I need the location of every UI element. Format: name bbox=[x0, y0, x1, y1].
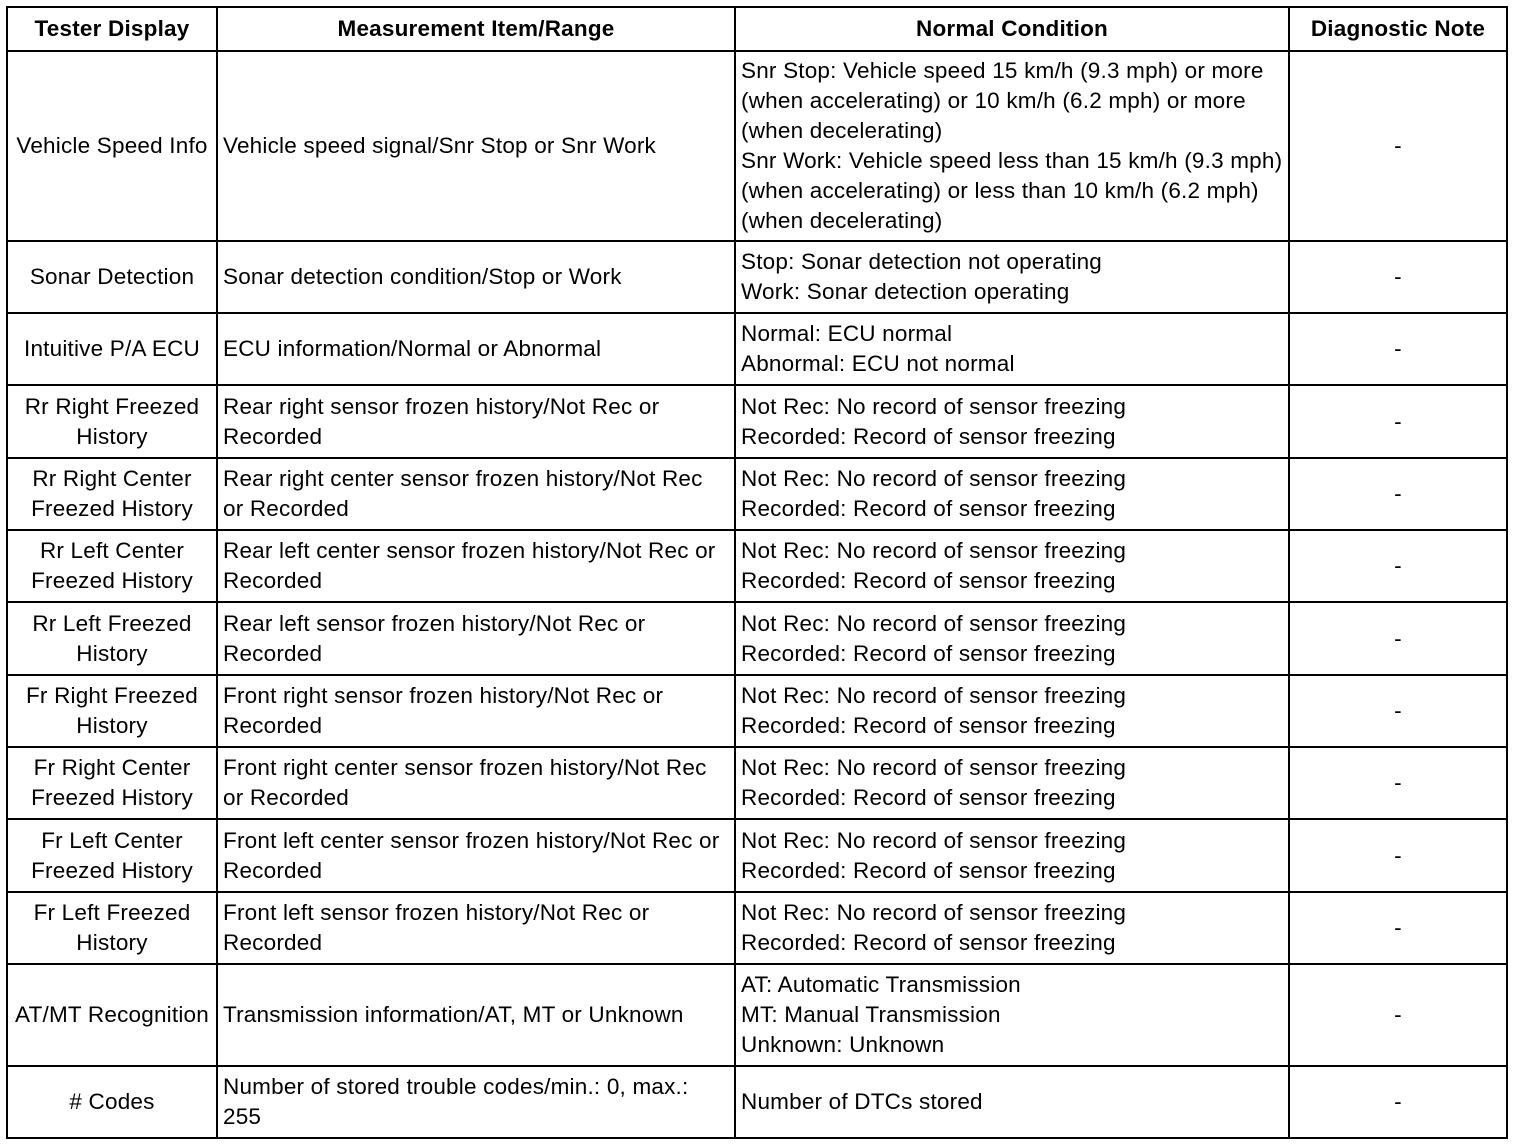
cell-normal-condition bbox=[735, 241, 1289, 313]
normal-condition-line: Recorded: Record of sensor freezing bbox=[741, 857, 1116, 883]
normal-condition-line: Recorded: Record of sensor freezing bbox=[741, 640, 1116, 666]
normal-condition-line: Not Rec: No record of sensor freezing bbox=[741, 683, 1127, 708]
cell-normal-condition bbox=[735, 964, 1289, 1066]
normal-condition-line: Number of DTCs stored bbox=[741, 1089, 983, 1114]
table-row bbox=[7, 385, 1507, 458]
cell-normal-condition bbox=[735, 385, 1289, 458]
cell-measurement-item: Transmission information/AT, MT or Unknown bbox=[217, 964, 735, 1066]
cell-measurement-item: Front left center sensor frozen history/Not Rec or Recorded bbox=[217, 819, 735, 892]
normal-condition-line: Recorded: Record of sensor freezing bbox=[741, 930, 1116, 955]
table-row bbox=[7, 675, 1507, 747]
normal-condition-line: Recorded: Record of sensor freezing bbox=[741, 785, 1116, 810]
cell-diagnostic-note: - bbox=[1289, 51, 1507, 241]
cell-tester-display: Fr Right Center Freezed History bbox=[7, 747, 217, 819]
normal-condition-line: Not Rec: No record of sensor freezing bbox=[741, 538, 1127, 563]
table-row bbox=[7, 892, 1507, 964]
cell-normal-condition bbox=[735, 747, 1289, 819]
normal-condition-line: Not Rec: No record of sensor freezing bbox=[741, 827, 1127, 853]
cell-normal-condition bbox=[735, 1066, 1289, 1138]
cell-measurement-item: Front right sensor frozen history/Not Rec or Recorded bbox=[217, 675, 735, 747]
normal-condition-line: Unknown: Unknown bbox=[741, 1032, 945, 1057]
header-row bbox=[7, 7, 1507, 51]
normal-condition-line: Not Rec: No record of sensor freezing bbox=[741, 393, 1127, 419]
header-tester-display: Tester Display bbox=[7, 7, 217, 51]
cell-measurement-item: Vehicle speed signal/Snr Stop or Snr Work bbox=[217, 51, 735, 241]
normal-condition-line: Recorded: Record of sensor freezing bbox=[741, 713, 1116, 738]
cell-tester-display: Rr Left Freezed History bbox=[7, 602, 217, 675]
table-row bbox=[7, 819, 1507, 892]
table-row bbox=[7, 747, 1507, 819]
cell-measurement-item: ECU information/Normal or Abnormal bbox=[217, 313, 735, 385]
cell-measurement-item: Rear left center sensor frozen history/Not Rec or Recorded bbox=[217, 530, 735, 602]
normal-condition-line: MT: Manual Transmission bbox=[741, 1002, 1001, 1027]
cell-diagnostic-note: - bbox=[1289, 530, 1507, 602]
normal-condition-line: Recorded: Record of sensor freezing bbox=[741, 496, 1116, 521]
header-normal-condition: Normal Condition bbox=[735, 7, 1289, 51]
cell-diagnostic-note: - bbox=[1289, 892, 1507, 964]
cell-normal-condition bbox=[735, 51, 1289, 241]
cell-diagnostic-note: - bbox=[1289, 1066, 1507, 1138]
normal-condition-line: Not Rec: No record of sensor freezing bbox=[741, 755, 1127, 780]
normal-condition-line: Snr Work: Vehicle speed less than 15 km/h (9.3 mph) (when accelerating) or less than 10 km/h (6.2 mph) (when decelerating) bbox=[741, 148, 1283, 233]
cell-tester-display: Rr Right Center Freezed History bbox=[7, 458, 217, 530]
cell-tester-display: Fr Left Center Freezed History bbox=[7, 819, 217, 892]
cell-normal-condition bbox=[735, 313, 1289, 385]
table-body bbox=[7, 51, 1507, 1138]
table-row bbox=[7, 602, 1507, 675]
table-row bbox=[7, 51, 1507, 241]
cell-tester-display: Fr Right Freezed History bbox=[7, 675, 217, 747]
cell-tester-display: Fr Left Freezed History bbox=[7, 892, 217, 964]
cell-diagnostic-note: - bbox=[1289, 241, 1507, 313]
normal-condition-line: Recorded: Record of sensor freezing bbox=[741, 423, 1116, 449]
table-row bbox=[7, 313, 1507, 385]
cell-diagnostic-note: - bbox=[1289, 675, 1507, 747]
table-row bbox=[7, 458, 1507, 530]
cell-normal-condition bbox=[735, 458, 1289, 530]
cell-tester-display: Rr Right Freezed History bbox=[7, 385, 217, 458]
cell-normal-condition bbox=[735, 892, 1289, 964]
data-list-table bbox=[6, 6, 1508, 1139]
normal-condition-line: Snr Stop: Vehicle speed 15 km/h (9.3 mph) or more (when accelerating) or 10 km/h (6.2 mph) or more (when decelerating) bbox=[741, 58, 1264, 143]
cell-measurement-item: Sonar detection condition/Stop or Work bbox=[217, 241, 735, 313]
cell-measurement-item: Rear left sensor frozen history/Not Rec or Recorded bbox=[217, 602, 735, 675]
table-row bbox=[7, 530, 1507, 602]
normal-condition-line: Recorded: Record of sensor freezing bbox=[741, 568, 1116, 593]
cell-measurement-item: Rear right sensor frozen history/Not Rec or Recorded bbox=[217, 385, 735, 458]
table-row bbox=[7, 241, 1507, 313]
cell-measurement-item: Number of stored trouble codes/min.: 0, max.: 255 bbox=[217, 1066, 735, 1138]
cell-normal-condition bbox=[735, 602, 1289, 675]
cell-tester-display: Rr Left Center Freezed History bbox=[7, 530, 217, 602]
normal-condition-line: AT: Automatic Transmission bbox=[741, 972, 1021, 997]
cell-diagnostic-note: - bbox=[1289, 313, 1507, 385]
cell-measurement-item: Front right center sensor frozen history/Not Rec or Recorded bbox=[217, 747, 735, 819]
cell-tester-display: Sonar Detection bbox=[7, 241, 217, 313]
table-row bbox=[7, 964, 1507, 1066]
cell-normal-condition bbox=[735, 530, 1289, 602]
cell-diagnostic-note: - bbox=[1289, 385, 1507, 458]
cell-diagnostic-note: - bbox=[1289, 964, 1507, 1066]
header-diagnostic-note: Diagnostic Note bbox=[1289, 7, 1507, 51]
cell-measurement-item: Rear right center sensor frozen history/Not Rec or Recorded bbox=[217, 458, 735, 530]
cell-diagnostic-note: - bbox=[1289, 747, 1507, 819]
cell-tester-display: Vehicle Speed Info bbox=[7, 51, 217, 241]
normal-condition-line: Stop: Sonar detection not operating bbox=[741, 249, 1103, 274]
normal-condition-line: Not Rec: No record of sensor freezing bbox=[741, 900, 1127, 925]
table-row bbox=[7, 1066, 1507, 1138]
normal-condition-line: Work: Sonar detection operating bbox=[741, 279, 1070, 304]
cell-tester-display: Intuitive P/A ECU bbox=[7, 313, 217, 385]
cell-normal-condition bbox=[735, 819, 1289, 892]
header-measurement-item: Measurement Item/Range bbox=[217, 7, 735, 51]
cell-diagnostic-note: - bbox=[1289, 458, 1507, 530]
cell-diagnostic-note: - bbox=[1289, 819, 1507, 892]
cell-tester-display: AT/MT Recognition bbox=[7, 964, 217, 1066]
normal-condition-line: Not Rec: No record of sensor freezing bbox=[741, 610, 1127, 636]
normal-condition-line: Abnormal: ECU not normal bbox=[741, 351, 1015, 376]
normal-condition-line: Normal: ECU normal bbox=[741, 321, 953, 346]
cell-diagnostic-note: - bbox=[1289, 602, 1507, 675]
cell-normal-condition bbox=[735, 675, 1289, 747]
cell-measurement-item: Front left sensor frozen history/Not Rec or Recorded bbox=[217, 892, 735, 964]
cell-tester-display: # Codes bbox=[7, 1066, 217, 1138]
normal-condition-line: Not Rec: No record of sensor freezing bbox=[741, 466, 1127, 491]
